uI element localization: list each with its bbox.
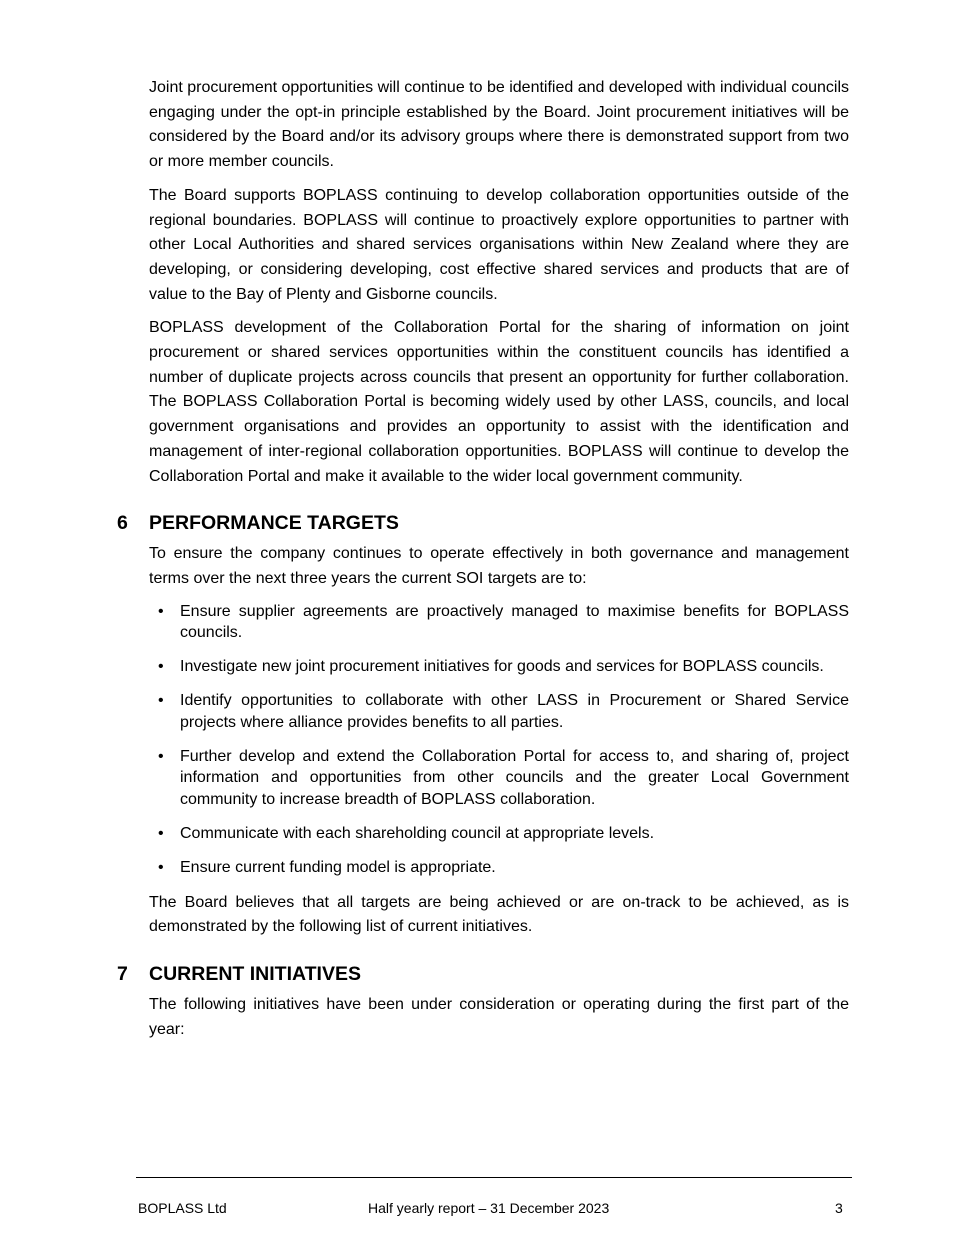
section-intro: To ensure the company continues to operate effectively in both governance and management terms over the next three years the current SOI targets are to: — [149, 545, 849, 587]
intro-paragraph: The Board supports BOPLASS continuing to develop collaboration opportunities outside of the regional boundaries. BOPLASS will continue to proactively explore opportunities to partner with other Local Authorities and shared services organisations within New Zealand where they are developing, or considering developing, cost effective shared services and products that are of value to the Bay of Plenty and Gisborne councils. — [149, 186, 849, 303]
section-title: PERFORMANCE TARGETS — [149, 512, 399, 535]
footer-company: BOPLASS Ltd — [138, 1200, 227, 1216]
footer-page-number: 3 — [835, 1200, 843, 1216]
bullet-icon: • — [158, 825, 164, 843]
bullet-icon: • — [158, 747, 164, 765]
bullet-icon: • — [158, 658, 164, 676]
bullet-icon: • — [158, 858, 164, 876]
section-title: CURRENT INITIATIVES — [149, 963, 361, 986]
list-item-text: Further develop and extend the Collaboration Portal for access to, and sharing of, project information and opportunities from other councils and the greater Local Government community to increase breadth of BOPLASS collaboration. — [180, 747, 849, 809]
list-item-text: Ensure current funding model is appropriate. — [180, 858, 496, 876]
list-item — [149, 656, 849, 678]
list-item — [149, 823, 849, 845]
list-item-text: Investigate new joint procurement initiatives for goods and services for BOPLASS councils. — [180, 658, 824, 676]
intro-paragraph: Joint procurement opportunities will continue to be identified and developed with individual councils engaging under the opt-in principle established by the Board. Joint procurement initiatives will be considered by the Board and/or its advisory groups where there is demonstrated support from two or more member councils. — [149, 79, 849, 171]
list-item-text: Ensure supplier agreements are proactively managed to maximise benefits for BOPLASS councils. — [180, 602, 849, 642]
list-item — [149, 601, 849, 645]
section-number: 7 — [117, 963, 128, 986]
bullet-icon: • — [158, 692, 164, 710]
list-item — [149, 690, 849, 734]
targets-list — [149, 601, 849, 879]
section-number: 6 — [117, 512, 128, 535]
footer-divider — [136, 1177, 852, 1178]
intro-paragraph: BOPLASS development of the Collaboration Portal for the sharing of information on joint procurement or shared services opportunities within the constituent councils has identified a number of duplicate projects across councils that present an opportunity for further collaboration. The BOPLASS Collaboration Portal is becoming widely used by other LASS, councils, and local government organisations and provides an opportunity to assist with the identification and management of inter-regional collaboration opportunities. BOPLASS will continue to develop the Collaboration Portal and make it available to the wider local government community. — [149, 319, 849, 485]
footer-report-title: Half yearly report – 31 December 2023 — [368, 1200, 610, 1216]
section-closing: The Board believes that all targets are being achieved or are on-track to be achieved, as is demonstrated by the following list of current initiatives. — [149, 893, 849, 936]
list-item-text: Identify opportunities to collaborate with other LASS in Procurement or Shared Service projects where alliance provides benefits to all parties. — [180, 692, 849, 731]
list-item — [149, 857, 849, 879]
list-item — [149, 746, 849, 811]
section-intro: The following initiatives have been under consideration or operating during the first part of the year: — [149, 996, 849, 1038]
page-content — [117, 76, 849, 1051]
section-heading-current-initiatives — [117, 961, 849, 987]
section-heading-performance-targets — [117, 510, 849, 536]
bullet-icon: • — [158, 602, 164, 620]
list-item-text: Communicate with each shareholding council at appropriate levels. — [180, 825, 655, 843]
